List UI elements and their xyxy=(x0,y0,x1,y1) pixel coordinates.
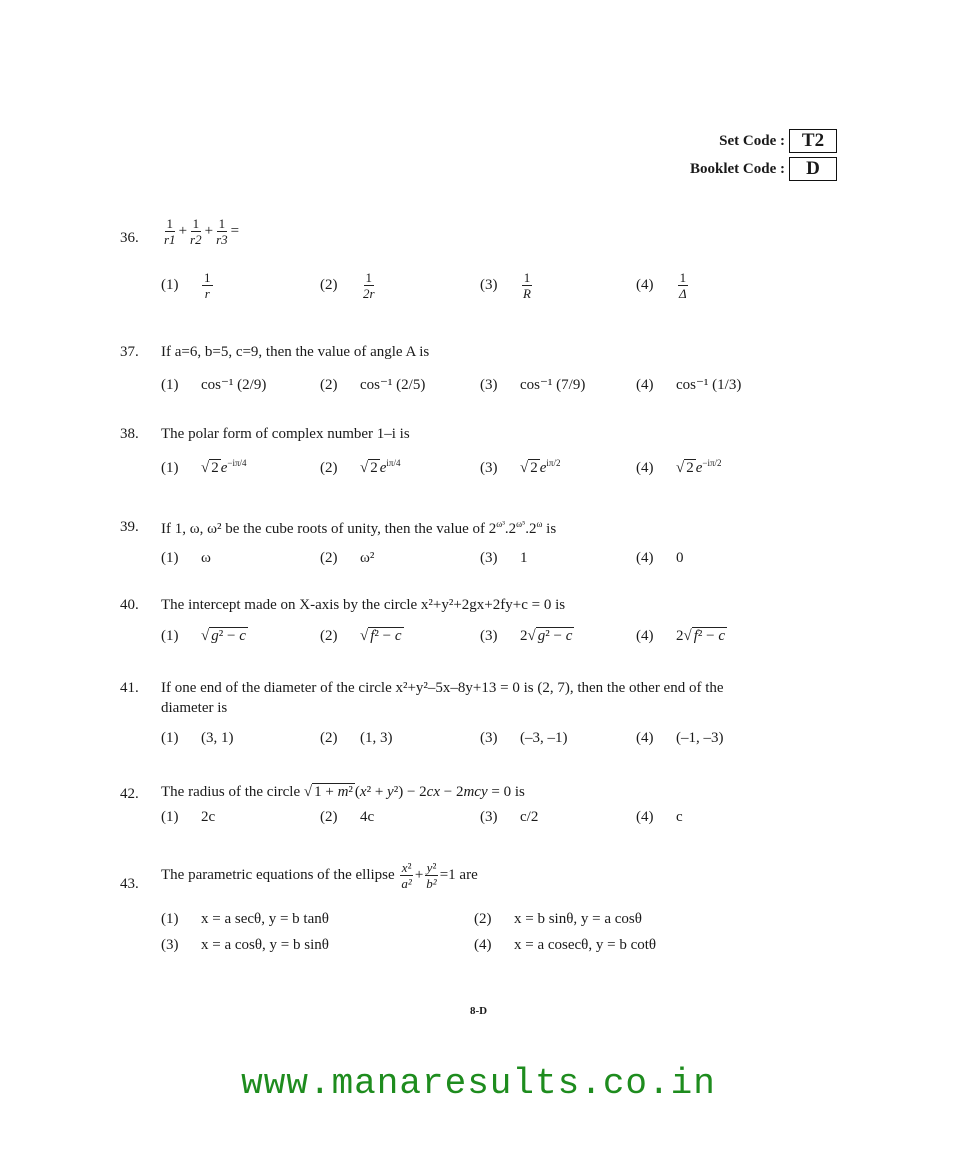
question-36-text: $\frac{1}{r1}$ + $\frac{1}{r2}$ + $\frac{1}{r3}$ = xyxy=(164,216,240,247)
option: (1) cos⁻¹ (2/9) xyxy=(161,377,267,393)
question-text-line1: If one end of the diameter of the circle x²+y²–5x–8y+13 = 0 is (2, 7), then the other end of the xyxy=(161,680,724,696)
option: (1) √ 2 $e^{-i\pi/4}$ xyxy=(161,458,247,476)
question-text: If 1, ω, ω² be the cube roots of unity, then the value of $2^{\omega^3}.2^{\omega^5}.2^\omega$ is xyxy=(161,519,557,537)
question-text: The intercept made on X-axis by the circle x²+y²+2gx+2fy+c = 0 is xyxy=(161,597,566,613)
option: (1) (3, 1) xyxy=(161,730,234,746)
booklet-code-row xyxy=(690,155,837,183)
page-number: 8-D xyxy=(469,1005,488,1017)
question-text: The parametric equations of the ellipse $\frac{\text{x²}}{\text{a²}}$ + $\frac{\text{y²}}{\text{b²}}$ =1 are xyxy=(161,860,478,891)
option: (1) x = a secθ, y = b tanθ xyxy=(161,911,329,927)
option: (4) 0 xyxy=(636,550,684,566)
option: (1) $\frac{1}{r}$ xyxy=(161,270,211,301)
option: (3) 2√ g² − c xyxy=(480,628,573,644)
option: (4) $\frac{1}{\Delta}$ xyxy=(636,270,687,301)
option: (3) cos⁻¹ (7/9) xyxy=(480,377,586,393)
watermark-link[interactable]: www.manaresults.co.in xyxy=(241,1063,716,1104)
question-text-line2: diameter is xyxy=(161,700,228,716)
option: (3) √ 2 $e^{i\pi/2}$ xyxy=(480,458,561,476)
set-code-value: T2 xyxy=(789,129,837,153)
question-number: 43. xyxy=(120,876,139,892)
option: (4) √ 2 $e^{-i\pi/2}$ xyxy=(636,458,722,476)
option: (3) x = a cosθ, y = b sinθ xyxy=(161,937,329,953)
question-text: The radius of the circle √ 1 + m² (x² + y²) − 2cx − 2mcy = 0 is xyxy=(161,784,525,800)
option: (2) ω² xyxy=(320,550,375,566)
option: (1) √ g² − c xyxy=(161,628,246,644)
option: (1) 2c xyxy=(161,809,216,825)
option: (2) $\frac{1}{2r}$ xyxy=(320,270,375,301)
question-number: 37. xyxy=(120,344,139,360)
option: (2) 4c xyxy=(320,809,375,825)
option: (3) $\frac{1}{R}$ xyxy=(480,270,531,301)
question-number: 36. xyxy=(120,230,139,246)
option: (4) c xyxy=(636,809,683,825)
set-code-label: Set Code : xyxy=(719,132,785,149)
question-number: 42. xyxy=(120,786,139,802)
option: (2) (1, 3) xyxy=(320,730,393,746)
option: (2) √ f² − c xyxy=(320,628,402,644)
booklet-code-label: Booklet Code : xyxy=(690,160,785,177)
option: (4) x = a cosecθ, y = b cotθ xyxy=(474,937,657,953)
question-number: 38. xyxy=(120,426,139,442)
set-code-row xyxy=(690,127,837,155)
option: (2) cos⁻¹ (2/5) xyxy=(320,377,426,393)
question-text: If a=6, b=5, c=9, then the value of angle A is xyxy=(161,344,430,360)
option: (4) 2√ f² − c xyxy=(636,628,726,644)
question-number: 40. xyxy=(120,597,139,613)
option: (1) ω xyxy=(161,550,211,566)
booklet-code-value: D xyxy=(789,157,837,181)
option: (2) x = b sinθ, y = a cosθ xyxy=(474,911,642,927)
option: (3) 1 xyxy=(480,550,528,566)
option: (3) c/2 xyxy=(480,809,539,825)
question-number: 41. xyxy=(120,680,139,696)
question-text: The polar form of complex number 1–i is xyxy=(161,426,410,442)
option: (2) √ 2 $e^{i\pi/4}$ xyxy=(320,458,401,476)
option: (4) (–1, –3) xyxy=(636,730,724,746)
exam-codes xyxy=(690,127,837,183)
option: (3) (–3, –1) xyxy=(480,730,568,746)
question-number: 39. xyxy=(120,519,139,535)
option: (4) cos⁻¹ (1/3) xyxy=(636,377,742,393)
